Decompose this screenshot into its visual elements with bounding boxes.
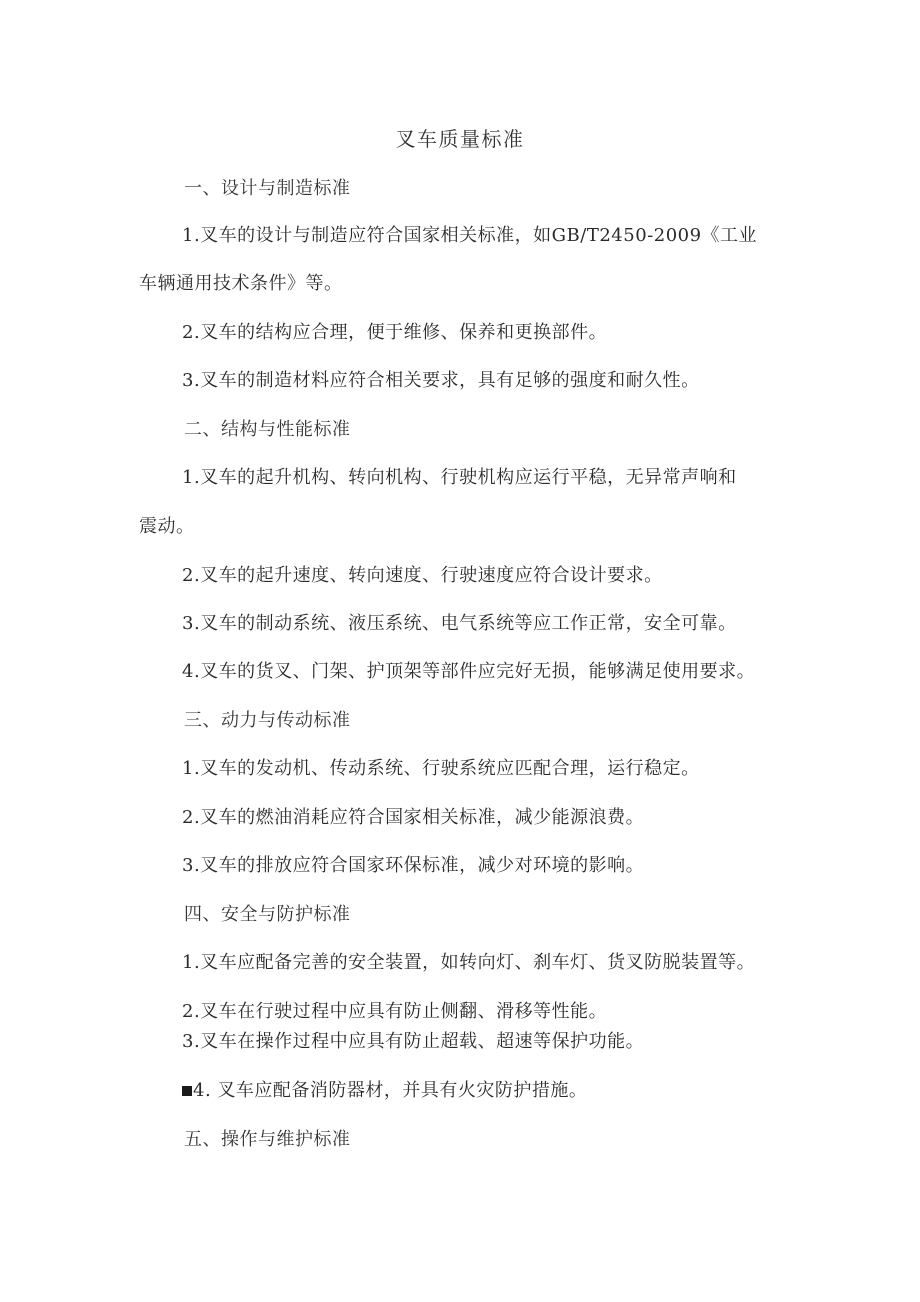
paragraph-line: 1.叉车的发动机、传动系统、行驶系统应匹配合理，运行稳定。 xyxy=(182,758,700,779)
paragraph-line: 2.叉车的起升速度、转向速度、行驶速度应符合设计要求。 xyxy=(182,565,663,586)
paragraph-line: 1.叉车的起升机构、转向机构、行驶机构应运行平稳，无异常声响和 xyxy=(182,467,737,488)
paragraph-line: 2.叉车的燃油消耗应符合国家相关标准，减少能源浪费。 xyxy=(182,807,645,828)
paragraph-line: 3.叉车的制造材料应符合相关要求，具有足够的强度和耐久性。 xyxy=(182,370,700,391)
paragraph-line: 3.叉车的制动系统、液压系统、电气系统等应工作正常，安全可靠。 xyxy=(182,613,737,634)
section-heading-safety: 四、安全与防护标准 xyxy=(184,904,351,925)
paragraph-text: 4. 叉车应配备消防器材，并具有火灾防护措施。 xyxy=(193,1080,588,1101)
section-heading-power: 三、动力与传动标准 xyxy=(184,710,351,731)
paragraph-line: 3.叉车的排放应符合国家环保标准，减少对环境的影响。 xyxy=(182,855,645,876)
paragraph-line: 震动。 xyxy=(139,516,195,537)
document-title: 叉车质量标准 xyxy=(395,127,525,151)
section-heading-structure: 二、结构与性能标准 xyxy=(184,419,351,440)
paragraph-line: 车辆通用技术条件》等。 xyxy=(139,273,343,294)
bullet-square-icon xyxy=(182,1086,192,1096)
section-heading-design: 一、设计与制造标准 xyxy=(184,178,351,199)
paragraph-line: 3.叉车在操作过程中应具有防止超载、超速等保护功能。 xyxy=(182,1031,645,1052)
paragraph-line: 1.叉车的设计与制造应符合国家相关标准，如GB/T2450-2009《工业 xyxy=(182,225,758,246)
paragraph-line: 1.叉车应配备完善的安全装置，如转向灯、刹车灯、货叉防脱装置等。 xyxy=(182,952,756,973)
section-heading-operation: 五、操作与维护标准 xyxy=(184,1129,351,1150)
paragraph-line: 2.叉车在行驶过程中应具有防止侧翻、滑移等性能。 xyxy=(182,1001,608,1022)
paragraph-line-with-marker xyxy=(182,1079,587,1103)
paragraph-line: 4.叉车的货叉、门架、护顶架等部件应完好无损，能够满足使用要求。 xyxy=(182,661,756,682)
paragraph-line: 2.叉车的结构应合理，便于维修、保养和更换部件。 xyxy=(182,322,608,343)
